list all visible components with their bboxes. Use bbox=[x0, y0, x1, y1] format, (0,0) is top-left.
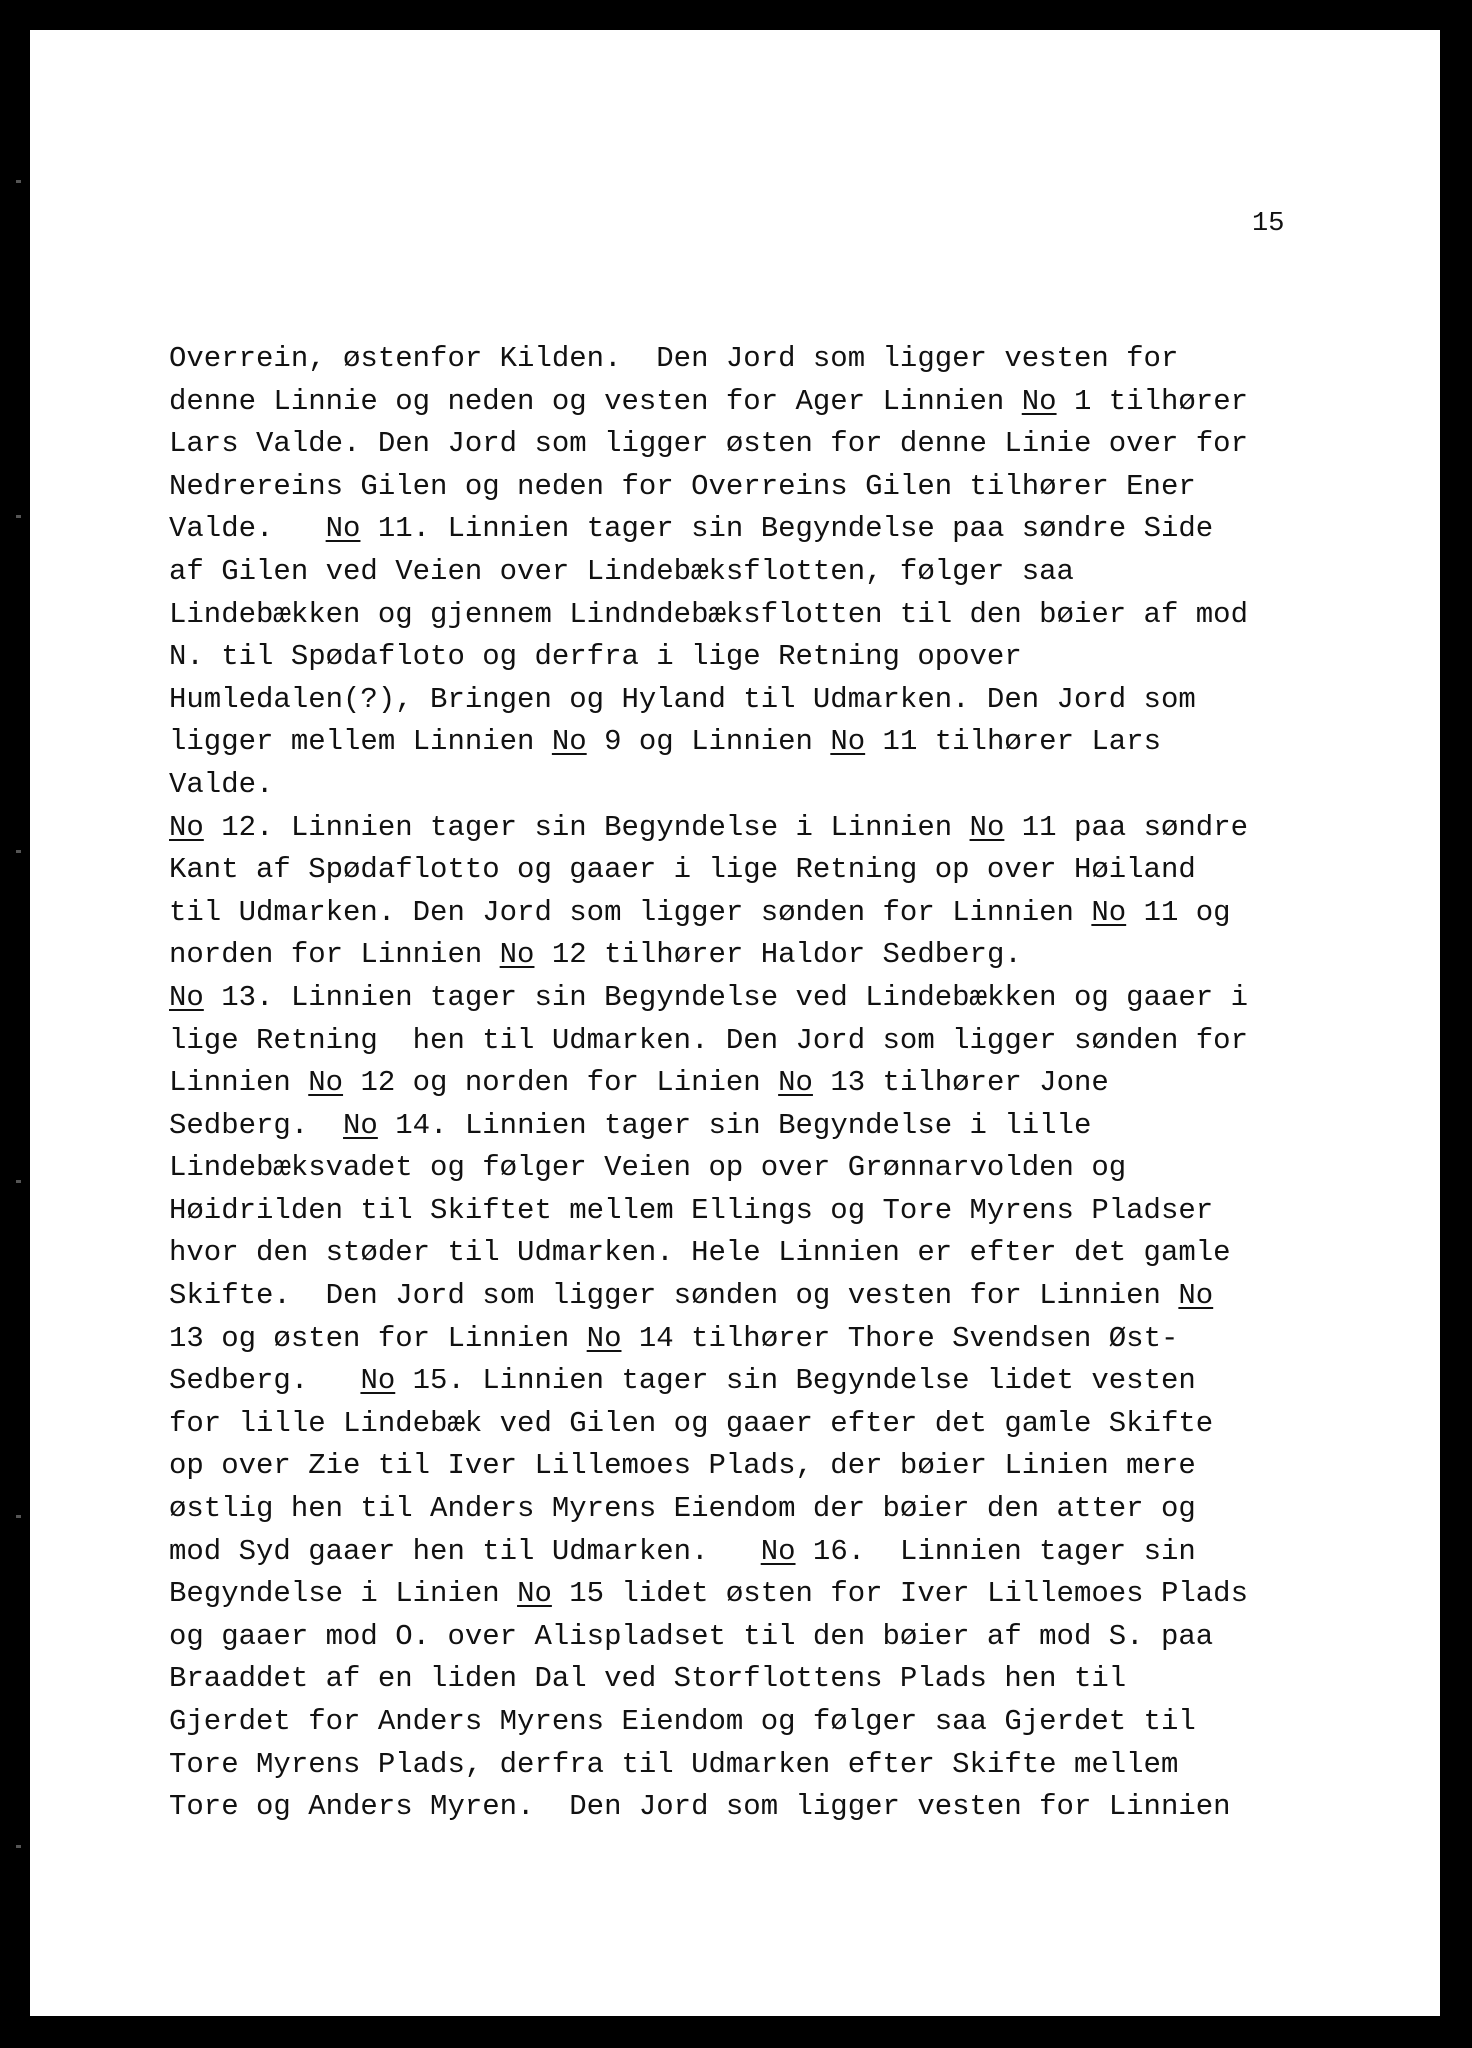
text-line: Braaddet af en liden Dal ved Storflottens Plads hen til bbox=[169, 1662, 1127, 1696]
page-number: 15 bbox=[1252, 209, 1285, 239]
text-line: N. til Spødafloto og derfra i lige Retning opover bbox=[169, 640, 1022, 674]
number-sign: No bbox=[169, 810, 204, 844]
text-line: hvor den støder til Udmarken. Hele Linnien er efter det gamle bbox=[169, 1236, 1231, 1270]
text-line: for lille Lindebæk ved Gilen og gaaer efter det gamle Skifte bbox=[169, 1406, 1214, 1440]
scan-edge-mark bbox=[16, 515, 21, 518]
text-line: Linnien No 12 og norden for Linien No 13 tilhører Jone bbox=[169, 1066, 1109, 1100]
scan-edge-mark bbox=[16, 180, 21, 183]
text-line: No 13. Linnien tager sin Begyndelse ved Lindebækken og gaaer i bbox=[169, 980, 1248, 1014]
number-sign: No bbox=[343, 1108, 378, 1142]
number-sign: No bbox=[517, 1577, 552, 1611]
text-line: Kant af Spødaflotto og gaaer i lige Retning op over Høiland bbox=[169, 853, 1196, 887]
number-sign: No bbox=[499, 938, 535, 972]
number-sign: No bbox=[551, 725, 587, 759]
number-sign: No bbox=[830, 725, 866, 759]
text-line: lige Retning hen til Udmarken. Den Jord som ligger sønden for bbox=[169, 1023, 1248, 1057]
number-sign: No bbox=[360, 1364, 396, 1398]
number-sign: No bbox=[1091, 895, 1127, 929]
number-sign: No bbox=[308, 1066, 344, 1100]
text-line: Begyndelse i Linien No 15 lidet østen for Iver Lillemoes Plads bbox=[169, 1577, 1248, 1611]
number-sign: No bbox=[1178, 1279, 1214, 1313]
scan-edge-mark bbox=[16, 1845, 21, 1848]
text-line: mod Syd gaaer hen til Udmarken. No 16. Linnien tager sin bbox=[169, 1534, 1196, 1568]
number-sign: No bbox=[969, 810, 1005, 844]
paragraph bbox=[169, 977, 1369, 1829]
text-line: Gjerdet for Anders Myrens Eiendom og følger saa Gjerdet til bbox=[169, 1705, 1196, 1738]
document-body bbox=[169, 338, 1369, 1829]
number-sign: No bbox=[778, 1066, 813, 1100]
text-line: 13 og østen for Linnien No 14 tilhører Thore Svendsen Øst- bbox=[169, 1321, 1179, 1355]
text-line: af Gilen ved Veien over Lindebæksflotten, følger saa bbox=[169, 554, 1074, 588]
text-line: denne Linnie og neden og vesten for Ager Linnien No 1 tilhører bbox=[169, 384, 1248, 418]
text-line: Sedberg. No 15. Linnien tager sin Begyndelse lidet vesten bbox=[169, 1364, 1196, 1398]
text-line: Tore Myrens Plads, derfra til Udmarken efter Skifte mellem bbox=[169, 1747, 1179, 1781]
text-line: Lindebækken og gjennem Lindndebæksflotten til den bøier af mod bbox=[169, 597, 1248, 631]
text-line: Tore og Anders Myren. Den Jord som ligger vesten for Linnien bbox=[169, 1790, 1231, 1824]
text-line: Lars Valde. Den Jord som ligger østen for denne Linie over for bbox=[169, 427, 1248, 461]
text-line: Nedrereins Gilen og neden for Overreins Gilen tilhører Ener bbox=[169, 469, 1196, 503]
text-line: til Udmarken. Den Jord som ligger sønden for Linnien No 11 og bbox=[169, 895, 1231, 929]
text-line: Overrein, østenfor Kilden. Den Jord som ligger vesten for bbox=[169, 342, 1179, 375]
text-line: Valde. No 11. Linnien tager sin Begyndelse paa søndre Side bbox=[169, 512, 1214, 546]
number-sign: No bbox=[586, 1321, 622, 1355]
text-line: op over Zie til Iver Lillemoes Plads, der bøier Linien mere bbox=[169, 1449, 1196, 1483]
text-line: Valde. bbox=[169, 767, 274, 801]
text-line: østlig hen til Anders Myrens Eiendom der bøier den atter og bbox=[169, 1492, 1196, 1526]
scan-edge-mark bbox=[16, 1180, 21, 1183]
text-line: Skifte. Den Jord som ligger sønden og vesten for Linnien No bbox=[169, 1279, 1214, 1313]
scan-edge-mark bbox=[16, 1515, 21, 1518]
paragraph bbox=[169, 807, 1369, 977]
number-sign: No bbox=[169, 980, 204, 1014]
text-line: Lindebæksvadet og følger Veien op over Grønnarvolden og bbox=[169, 1151, 1127, 1185]
number-sign: No bbox=[760, 1534, 796, 1568]
number-sign: No bbox=[1021, 384, 1057, 418]
text-line: Humledalen(?), Bringen og Hyland til Udmarken. Den Jord som bbox=[169, 682, 1196, 716]
text-line: No 12. Linnien tager sin Begyndelse i Linnien No 11 paa søndre bbox=[169, 810, 1248, 844]
text-line: norden for Linnien No 12 tilhører Haldor Sedberg. bbox=[169, 938, 1022, 972]
paragraph bbox=[169, 338, 1369, 807]
text-line: ligger mellem Linnien No 9 og Linnien No 11 tilhører Lars bbox=[169, 725, 1161, 759]
scan-edge-mark bbox=[16, 850, 21, 853]
text-line: Sedberg. No 14. Linnien tager sin Begyndelse i lille bbox=[169, 1108, 1092, 1142]
text-line: Høidrilden til Skiftet mellem Ellings og Tore Myrens Pladser bbox=[169, 1193, 1214, 1227]
text-line: og gaaer mod O. over Alispladset til den bøier af mod S. paa bbox=[169, 1619, 1214, 1653]
number-sign: No bbox=[325, 512, 361, 546]
